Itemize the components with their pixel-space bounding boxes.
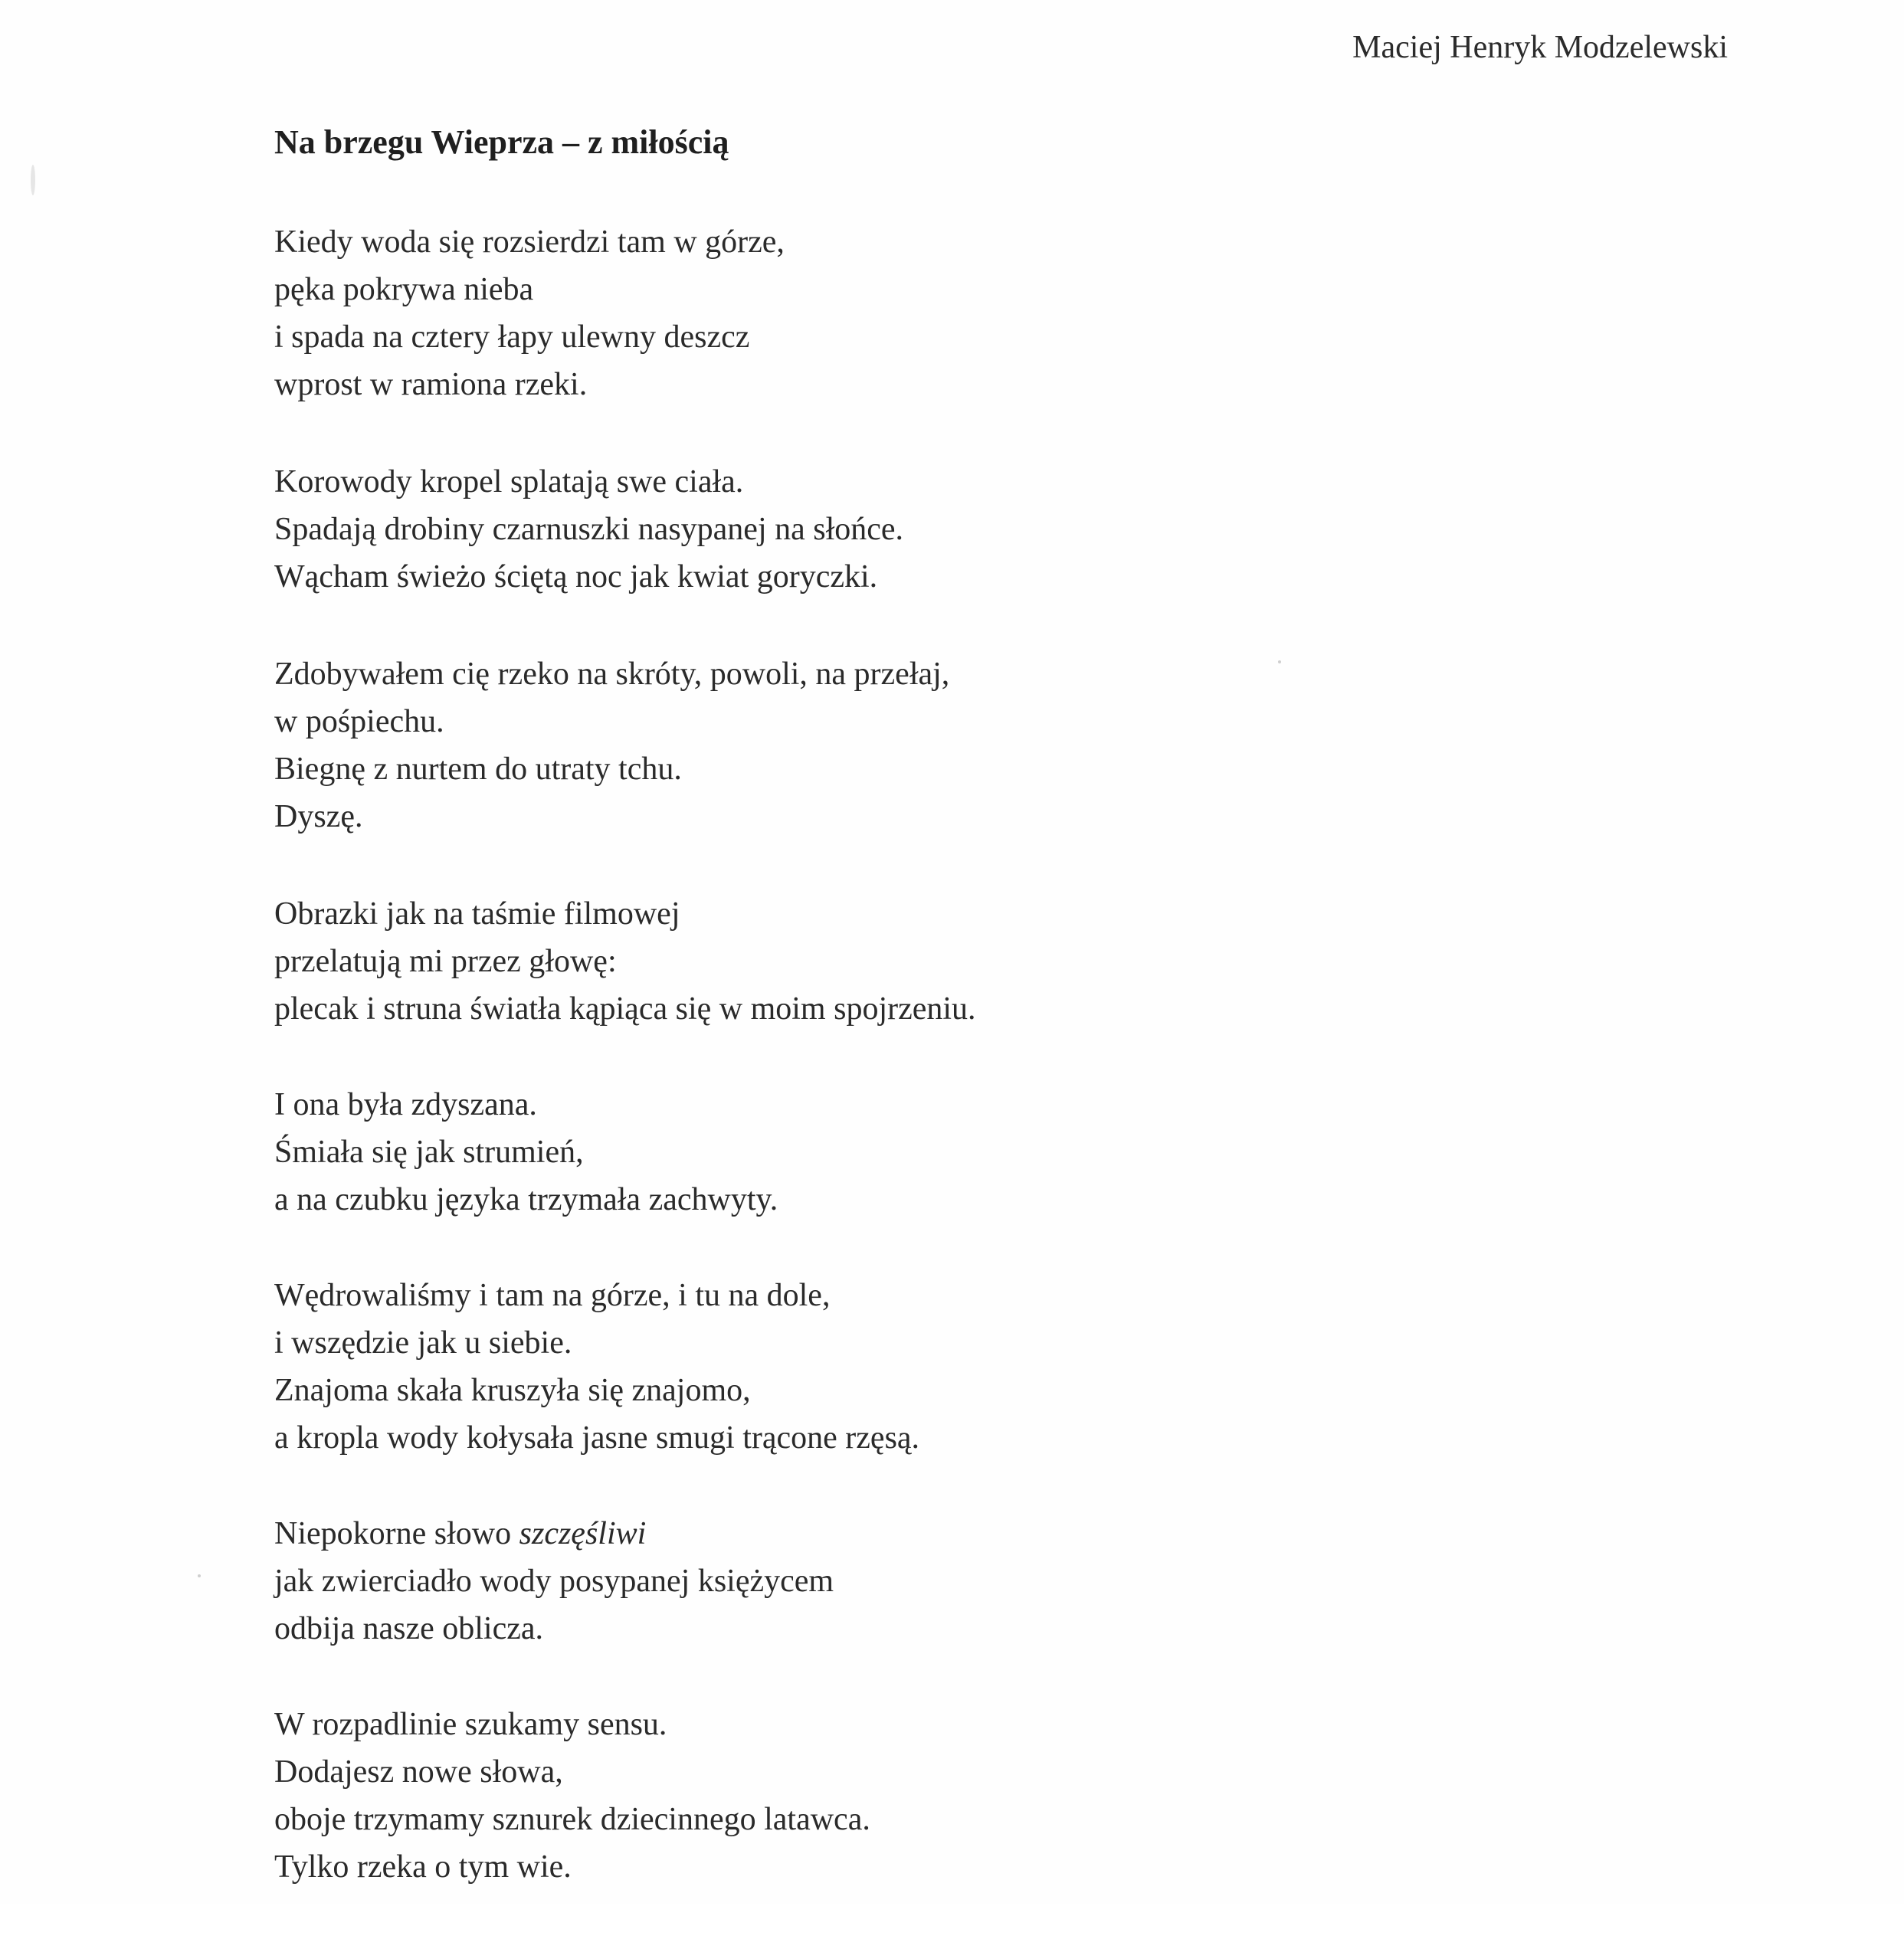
poem-line: odbija nasze oblicza. bbox=[274, 1611, 544, 1646]
stanza bbox=[274, 1081, 976, 1223]
poem-line: Tylko rzeka o tym wie. bbox=[274, 1849, 572, 1885]
poem-line: I ona była zdyszana. bbox=[274, 1087, 537, 1122]
stanza bbox=[274, 650, 976, 840]
author-name: Maciej Henryk Modzelewski bbox=[1352, 30, 1728, 65]
poem-line: przelatują mi przez głowę: bbox=[274, 944, 617, 979]
poem-line: wprost w ramiona rzeki. bbox=[274, 367, 588, 402]
stanza bbox=[274, 1272, 976, 1462]
scan-speck bbox=[1278, 660, 1281, 663]
poem-line: plecak i struna światła kąpiąca się w moim spojrzeniu. bbox=[274, 991, 976, 1027]
poem-line: w pośpiechu. bbox=[274, 704, 444, 739]
poem-line: Kiedy woda się rozsierdzi tam w górze, bbox=[274, 224, 785, 260]
stanza bbox=[274, 458, 976, 601]
poem-line: i wszędzie jak u siebie. bbox=[274, 1325, 572, 1361]
poem-line: Obrazki jak na taśmie filmowej bbox=[274, 896, 680, 932]
poem-line: Dyszę. bbox=[274, 799, 363, 834]
poem-line: Znajoma skała kruszyła się znajomo, bbox=[274, 1373, 751, 1408]
poem-body bbox=[274, 218, 976, 1939]
poem-line: Wącham świeżo ściętą noc jak kwiat goryczki. bbox=[274, 559, 878, 594]
poem-line: a na czubku języka trzymała zachwyty. bbox=[274, 1182, 778, 1217]
poem-title: Na brzegu Wieprza – z miłością bbox=[274, 123, 729, 161]
poem-line: pęka pokrywa nieba bbox=[274, 272, 534, 307]
stanza bbox=[274, 1701, 976, 1891]
scan-speck bbox=[31, 165, 35, 195]
poem-line: Zdobywałem cię rzeko na skróty, powoli, na przełaj, bbox=[274, 657, 950, 692]
poem-line: Spadają drobiny czarnuszki nasypanej na słońce. bbox=[274, 512, 904, 547]
poem-line: i spada na cztery łapy ulewny deszcz bbox=[274, 319, 750, 355]
stanza bbox=[274, 890, 976, 1033]
poem-line: Biegnę z nurtem do utraty tchu. bbox=[274, 752, 682, 787]
poem-line-text: Niepokorne słowo bbox=[274, 1516, 512, 1551]
poem-line: Wędrowaliśmy i tam na górze, i tu na dole, bbox=[274, 1278, 831, 1313]
emphasized-word: szczęśliwi bbox=[519, 1516, 647, 1551]
poem-line: Dodajesz nowe słowa, bbox=[274, 1754, 563, 1790]
poem-line: Śmiała się jak strumień, bbox=[274, 1135, 584, 1170]
scan-speck bbox=[198, 1574, 201, 1577]
poem-line: a kropla wody kołysała jasne smugi trącone rzęsą. bbox=[274, 1420, 920, 1456]
stanza bbox=[274, 218, 976, 408]
stanza bbox=[274, 1510, 976, 1652]
poem-line: jak zwierciadło wody posypanej księżycem bbox=[274, 1564, 834, 1599]
poem-line: W rozpadlinie szukamy sensu. bbox=[274, 1707, 667, 1742]
poem-line: Korowody kropel splatają swe ciała. bbox=[274, 464, 744, 499]
poem-line: oboje trzymamy sznurek dziecinnego latawca. bbox=[274, 1802, 870, 1837]
poem-line bbox=[274, 1510, 976, 1557]
